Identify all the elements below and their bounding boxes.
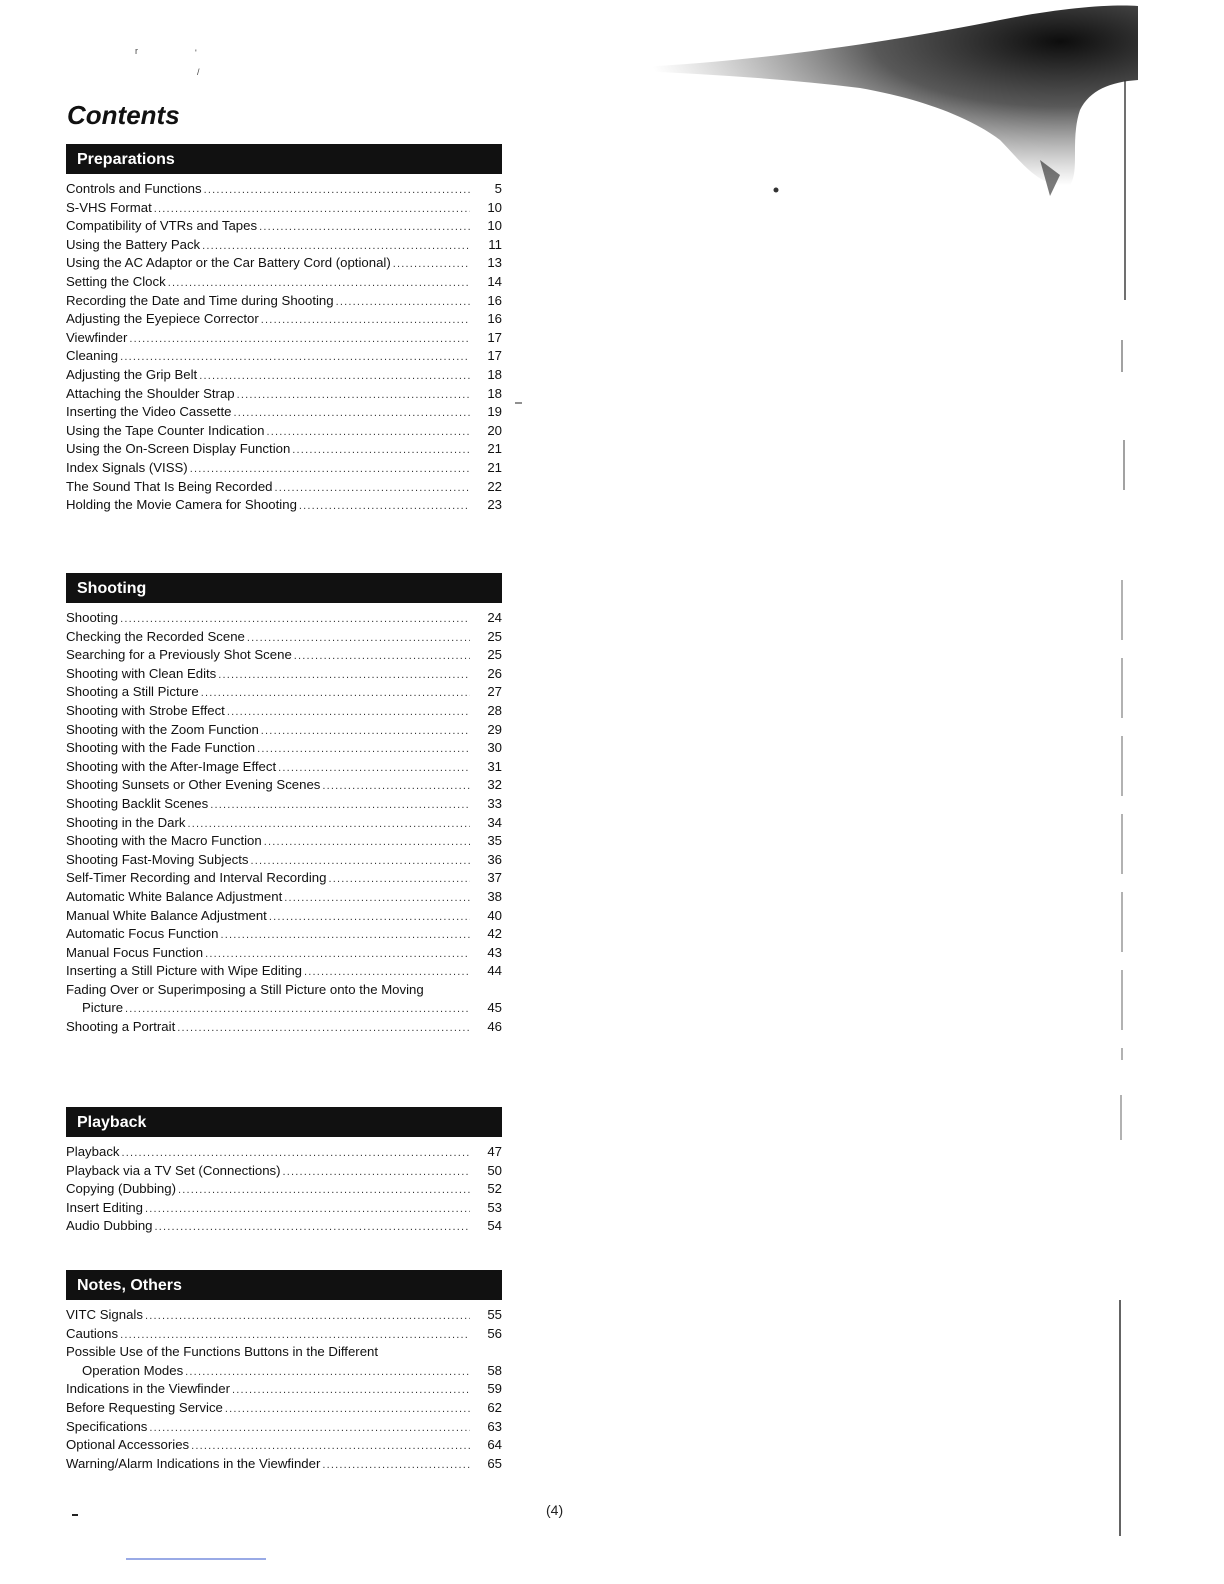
toc-entry — [66, 851, 502, 870]
toc-list — [66, 180, 502, 515]
toc-entry — [66, 478, 502, 497]
dot-leader — [292, 441, 470, 460]
dot-leader — [259, 218, 470, 237]
toc-entry — [66, 273, 502, 292]
toc-entry-title: Inserting a Still Picture with Wipe Editing — [66, 963, 303, 979]
toc-entry-page: 32 — [487, 777, 502, 793]
toc-entry-title: Manual Focus Function — [66, 944, 204, 960]
toc-entry-title: Shooting a Portrait — [66, 1019, 176, 1035]
svg-text:r: r — [135, 46, 138, 56]
dot-leader — [185, 1363, 470, 1382]
toc-entry — [66, 962, 502, 981]
dot-leader — [199, 367, 470, 386]
section-notes-others — [66, 1270, 502, 1473]
toc-entry-page: 46 — [487, 1019, 502, 1035]
toc-entry-title: Self-Timer Recording and Interval Recording — [66, 870, 327, 886]
toc-entry — [66, 795, 502, 814]
toc-entry — [66, 721, 502, 740]
toc-entry — [66, 403, 502, 422]
toc-entry-page: 19 — [487, 404, 502, 420]
dot-leader — [129, 330, 470, 349]
toc-entry-title: Attaching the Shoulder Strap — [66, 385, 235, 401]
dot-leader — [322, 777, 470, 796]
toc-entry — [66, 366, 502, 385]
dot-leader — [257, 740, 470, 759]
toc-entry-title: Indications in the Viewfinder — [66, 1381, 230, 1397]
toc-entry-title: Shooting with the Macro Function — [66, 833, 262, 849]
dot-leader — [264, 833, 470, 852]
toc-entry — [66, 1180, 502, 1199]
toc-entry-title: Playback — [66, 1144, 120, 1159]
toc-entry-page: 22 — [487, 478, 502, 494]
toc-entry-title: Shooting Fast-Moving Subjects — [66, 851, 249, 867]
toc-entry-title: Recording the Date and Time during Shooting — [66, 292, 334, 308]
toc-entry — [66, 1217, 502, 1236]
toc-entry-title: Checking the Recorded Scene — [66, 628, 245, 644]
toc-entry-page: 40 — [487, 907, 502, 923]
toc-entry-page: 29 — [487, 721, 502, 737]
toc-entry-title: Possible Use of the Functions Buttons in the Different — [66, 1344, 379, 1360]
toc-entry-title: Before Requesting Service — [66, 1399, 223, 1415]
toc-entry-title: Inserting the Video Cassette — [66, 404, 232, 420]
toc-entry — [66, 832, 502, 851]
toc-entry — [66, 888, 502, 907]
toc-entry-title: Shooting in the Dark — [66, 814, 186, 830]
toc-entry-page: 28 — [487, 702, 502, 718]
toc-entry — [66, 646, 502, 665]
toc-entry — [66, 981, 502, 1000]
toc-entry — [66, 440, 502, 459]
dot-leader — [336, 293, 470, 312]
dot-leader — [278, 759, 470, 778]
dot-leader — [188, 815, 471, 834]
dot-leader — [154, 200, 470, 219]
toc-entry-title: Audio Dubbing — [66, 1218, 153, 1234]
dot-leader — [149, 1419, 470, 1438]
toc-entry — [66, 628, 502, 647]
toc-entry-title: Cautions — [66, 1325, 119, 1341]
section-playback — [66, 1107, 502, 1236]
toc-entry-page: 35 — [487, 833, 502, 849]
toc-entry-page: 53 — [487, 1199, 502, 1215]
toc-entry-page: 65 — [487, 1455, 502, 1471]
toc-entry — [66, 609, 502, 628]
toc-entry-page: 33 — [487, 795, 502, 811]
toc-entry-page: 36 — [487, 851, 502, 867]
toc-entry-title: Picture — [82, 1000, 124, 1016]
toc-entry-page: 52 — [487, 1181, 502, 1197]
dot-leader — [145, 1200, 470, 1219]
toc-entry-title: Using the On-Screen Display Function — [66, 441, 291, 457]
dot-leader — [227, 703, 470, 722]
section-header: Playback — [66, 1107, 502, 1137]
toc-entry-title: S-VHS Format — [66, 199, 152, 215]
toc-entry-title: Shooting with the Fade Function — [66, 740, 256, 756]
toc-entry-page: 25 — [487, 647, 502, 663]
dot-leader — [269, 908, 470, 927]
toc-entry-page: 38 — [487, 888, 502, 904]
toc-entry-title: Warning/Alarm Indications in the Viewfinder — [66, 1455, 321, 1471]
toc-entry — [66, 907, 502, 926]
toc-entry-title: Copying (Dubbing) — [66, 1181, 176, 1197]
toc-entry-page: 11 — [488, 236, 502, 252]
dot-leader — [190, 460, 470, 479]
toc-entry-title: Shooting with Strobe Effect — [66, 702, 225, 718]
toc-entry — [66, 1199, 502, 1218]
toc-entry-page: 59 — [487, 1381, 502, 1397]
toc-entry — [66, 347, 502, 366]
toc-entry — [66, 310, 502, 329]
dot-leader — [261, 722, 470, 741]
toc-entry — [66, 925, 502, 944]
dot-leader — [202, 237, 470, 256]
dot-leader — [304, 963, 470, 982]
toc-entry-title: Using the AC Adaptor or the Car Battery Cord (optional) — [66, 255, 391, 271]
toc-entry-page: 43 — [487, 944, 502, 960]
toc-entry — [66, 254, 502, 273]
toc-entry — [66, 1162, 502, 1181]
toc-entry-page: 45 — [487, 1000, 502, 1016]
toc-entry — [66, 869, 502, 888]
toc-entry-title: Manual White Balance Adjustment — [66, 907, 267, 923]
toc-entry-page: 18 — [487, 385, 502, 401]
toc-entry — [66, 1436, 502, 1455]
toc-entry-page: 55 — [487, 1307, 502, 1322]
toc-entry — [66, 776, 502, 795]
page-number: (4) — [546, 1502, 564, 1518]
toc-entry-page: 13 — [487, 255, 502, 271]
toc-entry-title: Specifications — [66, 1418, 148, 1434]
toc-entry-page: 16 — [487, 311, 502, 327]
toc-entry — [66, 329, 502, 348]
toc-entry — [66, 236, 502, 255]
dot-leader — [205, 945, 470, 964]
dot-leader — [393, 255, 470, 274]
dot-leader — [125, 1000, 470, 1019]
toc-entry — [66, 496, 502, 515]
section-header: Preparations — [66, 144, 502, 174]
toc-entry — [66, 199, 502, 218]
toc-entry-title: Shooting with Clean Edits — [66, 665, 217, 681]
toc-entry-title: Operation Modes — [82, 1362, 184, 1378]
toc-entry-title: Fading Over or Superimposing a Still Picture onto the Moving — [66, 981, 424, 997]
toc-list — [66, 609, 502, 1037]
toc-entry-page: 42 — [487, 926, 502, 942]
toc-entry-page: 54 — [487, 1218, 502, 1234]
toc-entry — [66, 1380, 502, 1399]
dot-leader — [247, 629, 470, 648]
section-header: Shooting — [66, 573, 502, 603]
toc-entry-title: Shooting with the Zoom Function — [66, 721, 259, 737]
toc-entry-title: The Sound That Is Being Recorded — [66, 478, 273, 494]
toc-entry-page: 21 — [487, 441, 502, 457]
toc-entry — [66, 422, 502, 441]
toc-entry — [66, 1362, 502, 1381]
svg-text:': ' — [195, 48, 197, 58]
toc-entry-page: 16 — [487, 292, 502, 308]
toc-entry-title: Shooting — [66, 610, 119, 625]
toc-entry-page: 20 — [487, 422, 502, 438]
toc-entry-page: 18 — [487, 366, 502, 382]
toc-entry-page: 27 — [487, 684, 502, 700]
toc-entry-page: 14 — [487, 273, 502, 289]
toc-entry-title: Setting the Clock — [66, 273, 166, 289]
dot-leader — [322, 1456, 470, 1475]
toc-entry-page: 23 — [487, 497, 502, 513]
dot-leader — [261, 311, 470, 330]
toc-entry-title: Playback via a TV Set (Connections) — [66, 1162, 281, 1178]
toc-entry-title: Holding the Movie Camera for Shooting — [66, 497, 297, 513]
toc-entry-page: 56 — [487, 1325, 502, 1341]
toc-entry-page: 47 — [487, 1144, 502, 1159]
toc-entry — [66, 292, 502, 311]
dot-leader — [225, 1400, 470, 1419]
toc-entry-title: Compatibility of VTRs and Tapes — [66, 218, 258, 234]
toc-entry — [66, 814, 502, 833]
toc-entry-page: 17 — [487, 348, 502, 364]
toc-entry — [66, 1418, 502, 1437]
toc-entry-page: 34 — [487, 814, 502, 830]
dot-leader — [218, 666, 470, 685]
dot-leader — [232, 1381, 470, 1400]
dot-leader — [120, 348, 470, 367]
dot-leader — [122, 1144, 470, 1163]
toc-entry-page: 58 — [487, 1362, 502, 1378]
toc-entry-page: 10 — [487, 218, 502, 234]
toc-entry — [66, 758, 502, 777]
toc-entry-page: 31 — [487, 758, 502, 774]
dot-leader — [204, 181, 470, 200]
toc-entry-page: 5 — [494, 181, 502, 196]
dot-leader — [294, 647, 470, 666]
toc-entry-title: Searching for a Previously Shot Scene — [66, 647, 292, 663]
toc-entry — [66, 1143, 502, 1162]
toc-entry-page: 63 — [487, 1418, 502, 1434]
toc-entry-title: Shooting Backlit Scenes — [66, 795, 209, 811]
svg-text:/: / — [197, 67, 200, 77]
toc-entry — [66, 683, 502, 702]
dot-leader — [201, 684, 470, 703]
toc-entry-title: Optional Accessories — [66, 1437, 190, 1453]
toc-entry-title: Using the Tape Counter Indication — [66, 422, 265, 438]
dot-leader — [237, 386, 470, 405]
toc-entry — [66, 1325, 502, 1344]
toc-entry — [66, 1455, 502, 1474]
dot-leader — [210, 796, 470, 815]
toc-entry-page: 44 — [487, 963, 502, 979]
toc-entry — [66, 1399, 502, 1418]
toc-entry-page: 26 — [487, 665, 502, 681]
toc-entry — [66, 1306, 502, 1325]
toc-entry — [66, 1343, 502, 1362]
toc-entry — [66, 385, 502, 404]
toc-entry-title: VITC Signals — [66, 1307, 143, 1322]
dot-leader — [120, 610, 470, 629]
dot-leader — [220, 926, 470, 945]
toc-entry-page: 25 — [487, 628, 502, 644]
dot-leader — [177, 1019, 470, 1038]
toc-entry-page: 64 — [487, 1437, 502, 1453]
toc-entry — [66, 180, 502, 199]
toc-list — [66, 1306, 502, 1473]
toc-entry-page: 30 — [487, 740, 502, 756]
section-shooting — [66, 573, 502, 1037]
toc-entry-page: 50 — [487, 1162, 502, 1178]
section-header: Notes, Others — [66, 1270, 502, 1300]
toc-entry-title: Insert Editing — [66, 1199, 143, 1215]
toc-entry — [66, 217, 502, 236]
toc-entry-title: Cleaning — [66, 348, 119, 364]
toc-entry-page: 37 — [487, 870, 502, 886]
dot-leader — [275, 479, 471, 498]
toc-entry-page: 21 — [487, 459, 502, 475]
dot-leader — [299, 497, 470, 516]
dot-leader — [155, 1218, 470, 1237]
dot-leader — [120, 1326, 470, 1345]
dot-leader — [178, 1181, 470, 1200]
dot-leader — [283, 1163, 470, 1182]
toc-entry — [66, 999, 502, 1018]
toc-entry-title: Index Signals (VISS) — [66, 459, 188, 475]
toc-entry — [66, 739, 502, 758]
toc-list — [66, 1143, 502, 1236]
toc-entry — [66, 459, 502, 478]
toc-entry — [66, 1018, 502, 1037]
toc-entry-title: Adjusting the Eyepiece Corrector — [66, 311, 259, 327]
toc-entry — [66, 665, 502, 684]
dot-leader — [145, 1307, 470, 1326]
toc-entry-title: Automatic White Balance Adjustment — [66, 888, 283, 904]
dot-leader — [168, 274, 470, 293]
dot-leader — [266, 423, 470, 442]
toc-entry-title: Shooting Sunsets or Other Evening Scenes — [66, 777, 321, 793]
dot-leader — [191, 1437, 470, 1456]
toc-entry-page: 10 — [487, 199, 502, 215]
toc-entry — [66, 944, 502, 963]
toc-entry — [66, 702, 502, 721]
toc-entry-title: Controls and Functions — [66, 181, 202, 196]
toc-entry-title: Automatic Focus Function — [66, 926, 219, 942]
toc-entry-page: 17 — [487, 329, 502, 345]
toc-entry-page: 62 — [487, 1399, 502, 1415]
toc-entry-title: Adjusting the Grip Belt — [66, 366, 198, 382]
dot-leader — [284, 889, 470, 908]
section-preparations — [66, 144, 502, 515]
dot-leader — [328, 870, 470, 889]
dot-leader — [233, 404, 470, 423]
toc-entry-title: Shooting with the After-Image Effect — [66, 758, 277, 774]
page-title: Contents — [67, 100, 180, 130]
toc-entry-title: Shooting a Still Picture — [66, 684, 199, 700]
toc-entry-page: 24 — [487, 610, 502, 625]
dot-leader — [251, 852, 470, 871]
toc-entry-title: Viewfinder — [66, 329, 128, 345]
toc-entry-title: Using the Battery Pack — [66, 236, 201, 252]
